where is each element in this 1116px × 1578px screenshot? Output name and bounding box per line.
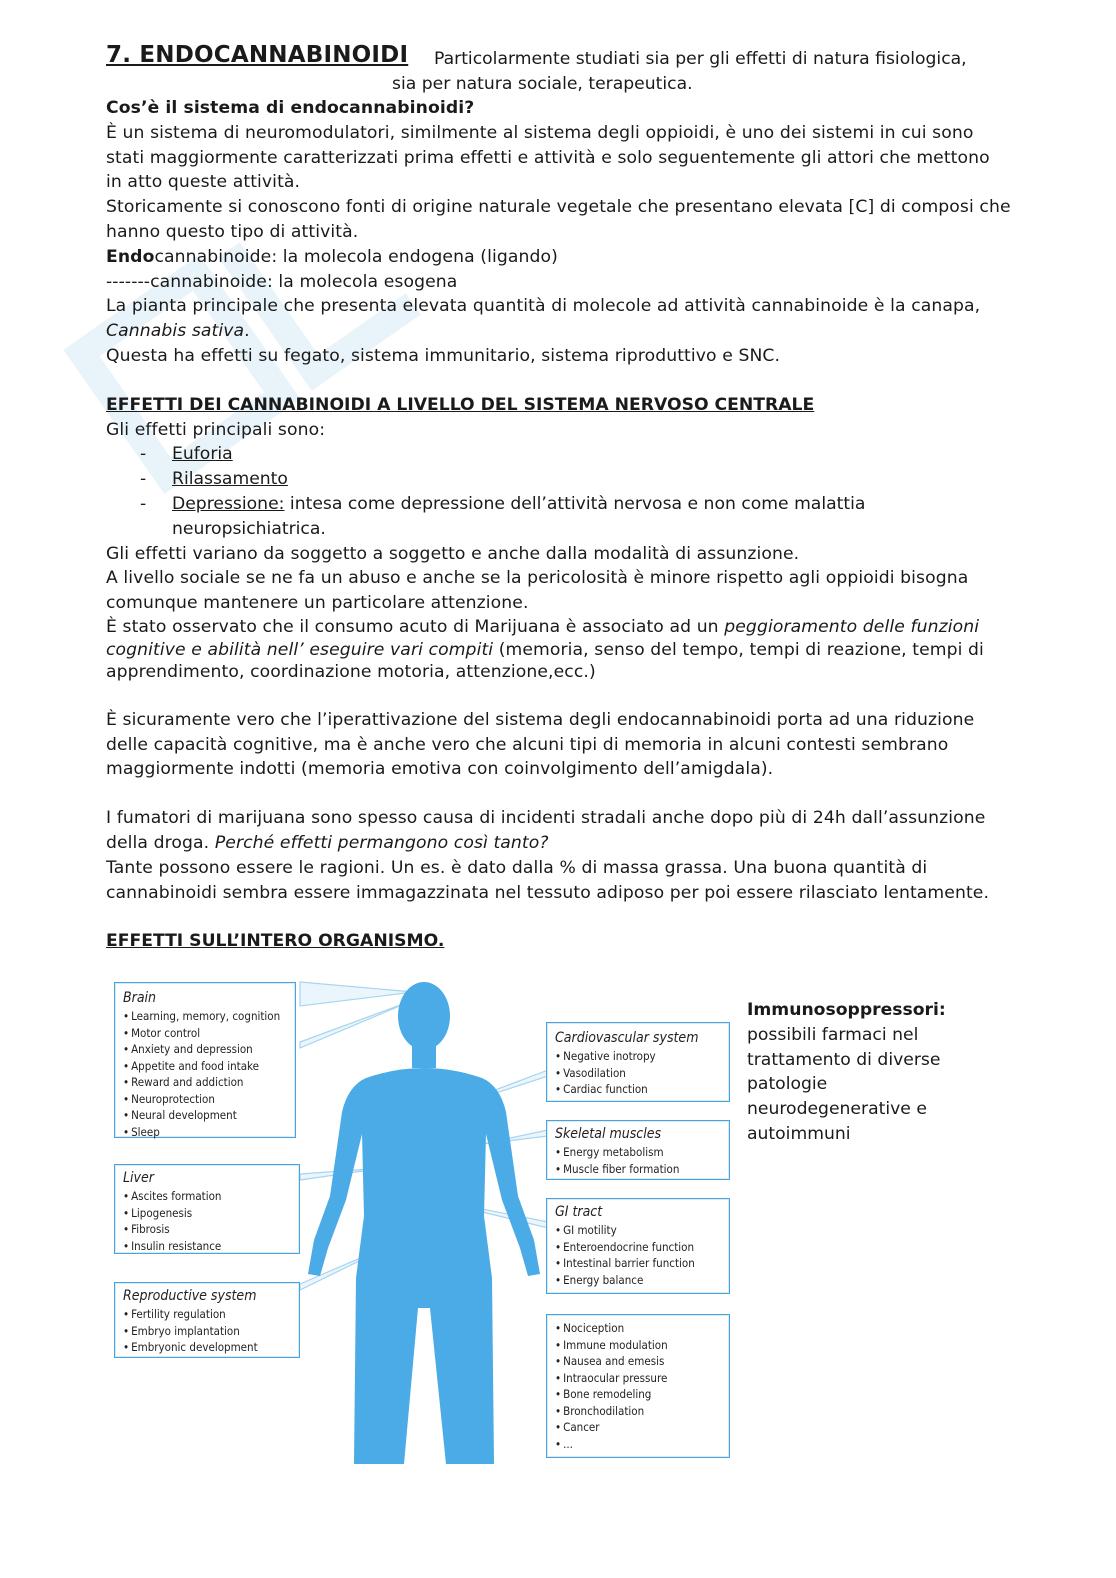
list-item: - Rilassamento	[140, 469, 288, 490]
gi-tract-box: GI tract • GI motility • Enteroendocrine function • Intestinal barrier function • Energy balance	[546, 1198, 730, 1294]
page-title: 7. ENDOCANNABINOIDI	[106, 42, 409, 68]
list-item: • Immune modulation	[555, 1337, 729, 1354]
section-heading: EFFETTI SULL’INTERO ORGANISMO.	[106, 931, 445, 952]
list-item: • Cancer	[555, 1419, 729, 1436]
reproductive-box: Reproductive system • Fertility regulation • Embryo implantation • Embryonic development	[114, 1282, 300, 1358]
paragraph: È stato osservato che il consumo acuto di Marijuana è associato ad un peggioramento delle funzioni cognitive e abilità nell’ eseguire vari compiti (memoria, senso del tempo, tempi di reazione, tempi di apprendimento, coordinazione motoria, attenzione,ecc.)	[106, 616, 984, 683]
list-item: • GI motility	[555, 1222, 729, 1239]
paragraph: Gli effetti variano da soggetto a soggetto e anche dalla modalità di assunzione.	[106, 543, 800, 564]
list-item: • Neuroprotection	[123, 1091, 295, 1108]
list-item: • Embryo implantation	[123, 1323, 299, 1340]
body-effects-figure	[114, 978, 734, 1466]
list-item: • ...	[555, 1436, 729, 1453]
paragraph: La pianta principale che presenta elevata quantità di molecole ad attività cannabinoide è la canapa, Cannabis sativa.	[106, 296, 981, 342]
paragraph: A livello sociale se ne fa un abuso e anche se la pericolosità è minore rispetto agli oppioidi bisogna comunque mantenere un particolare attenzione.	[106, 568, 969, 614]
list-item: • Nausea and emesis	[555, 1353, 729, 1370]
paragraph: È un sistema di neuromodulatori, similmente al sistema degli oppioidi, è uno dei sistemi in cui sono stati maggiormente caratterizzati prima effetti e attività e solo seguentemente gli attori che mettono in atto queste attività.	[106, 122, 990, 193]
list-item: • Vasodilation	[555, 1065, 729, 1082]
liver-box: Liver • Ascites formation • Lipogenesis • Fibrosis • Insulin resistance	[114, 1164, 300, 1254]
definition-exo: -------cannabinoide: la molecola esogena	[106, 271, 458, 292]
list-item: • Energy balance	[555, 1272, 729, 1289]
list-item: • Lipogenesis	[123, 1205, 299, 1222]
paragraph: È sicuramente vero che l’iperattivazione del sistema degli endocannabinoidi porta ad una riduzione delle capacità cognitive, ma è anche vero che alcuni tipi di memoria in alcuni contesti sembrano maggiormente indotti (memoria emotiva con coinvolgimento dell’amigdala).	[106, 709, 975, 780]
list-item: • Intraocular pressure	[555, 1370, 729, 1387]
list-item: • Neural development	[123, 1107, 295, 1124]
paragraph: Gli effetti principali sono:	[106, 419, 326, 440]
list-item: • Muscle fiber formation	[555, 1161, 729, 1178]
list-item: • Insulin resistance	[123, 1238, 299, 1255]
other-effects-box	[546, 1314, 730, 1458]
paragraph: I fumatori di marijuana sono spesso causa di incidenti stradali anche dopo più di 24h dall’assunzione della droga. Perché effetti permangono così tanto?	[106, 808, 986, 853]
side-note-text: possibili farmaci nel trattamento di diverse patologie neurodegenerative e autoimmuni	[747, 1024, 941, 1144]
title-description-2: sia per natura sociale, terapeutica.	[392, 74, 693, 94]
side-note-heading: Immunosoppressori:	[747, 1000, 946, 1020]
brain-box: Brain • Learning, memory, cognition • Motor control • Anxiety and depression • Appetite and food intake • Reward and addiction • Neuroprotection • Neural development • Sleep	[114, 982, 296, 1138]
list-item: • Nociception	[555, 1320, 729, 1337]
title-description: Particolarmente studiati sia per gli effetti di natura fisiologica,	[434, 49, 967, 69]
list-item: • Sleep	[123, 1124, 295, 1141]
document-body	[106, 40, 1011, 954]
list-item: • Anxiety and depression	[123, 1041, 295, 1058]
list-item: • Energy metabolism	[555, 1144, 729, 1161]
effects-list	[106, 442, 1011, 541]
list-item: • Motor control	[123, 1025, 295, 1042]
cardiovascular-box: Cardiovascular system • Negative inotropy • Vasodilation • Cardiac function	[546, 1022, 730, 1102]
list-item: • Cardiac function	[555, 1081, 729, 1098]
list-item: • Negative inotropy	[555, 1048, 729, 1065]
question-heading: Cos’è il sistema di endocannabinoidi?	[106, 98, 475, 118]
skeletal-muscles-box: Skeletal muscles • Energy metabolism • Muscle fiber formation	[546, 1120, 730, 1180]
list-item: • Enteroendocrine function	[555, 1239, 729, 1256]
endo-prefix: Endo	[106, 246, 155, 267]
side-note	[747, 998, 987, 1147]
list-item: - Depressione: intesa come depressione dell’attività nervosa e non come malattia neuropsichiatrica.	[140, 493, 866, 539]
list-item: • Fibrosis	[123, 1221, 299, 1238]
list-item: - Euforia	[140, 444, 233, 465]
list-item: • Ascites formation	[123, 1188, 299, 1205]
list-item: • Appetite and food intake	[123, 1058, 295, 1075]
paragraph: Storicamente si conoscono fonti di origine naturale vegetale che presentano elevata [C] di composi che hanno questo tipo di attività.	[106, 197, 1011, 242]
paragraph: Tante possono essere le ragioni. Un es. è dato dalla % di massa grassa. Una buona quantità di cannabinoidi sembra essere immagazzinata nel tessuto adiposo per poi essere rilasciato lentamente.	[106, 857, 990, 903]
list-item: • Fertility regulation	[123, 1306, 299, 1323]
list-item: • Embryonic development	[123, 1339, 299, 1356]
list-item: • Bronchodilation	[555, 1403, 729, 1420]
list-item: • Learning, memory, cognition	[123, 1008, 295, 1025]
list-item: • Intestinal barrier function	[555, 1255, 729, 1272]
definition-endo: Endocannabinoide: la molecola endogena (ligando)	[106, 246, 558, 267]
paragraph: Questa ha effetti su fegato, sistema immunitario, sistema riproduttivo e SNC.	[106, 345, 781, 366]
section-heading: EFFETTI DEI CANNABINOIDI A LIVELLO DEL SISTEMA NERVOSO CENTRALE	[106, 394, 815, 415]
list-item: • Reward and addiction	[123, 1074, 295, 1091]
list-item: • Bone remodeling	[555, 1386, 729, 1403]
